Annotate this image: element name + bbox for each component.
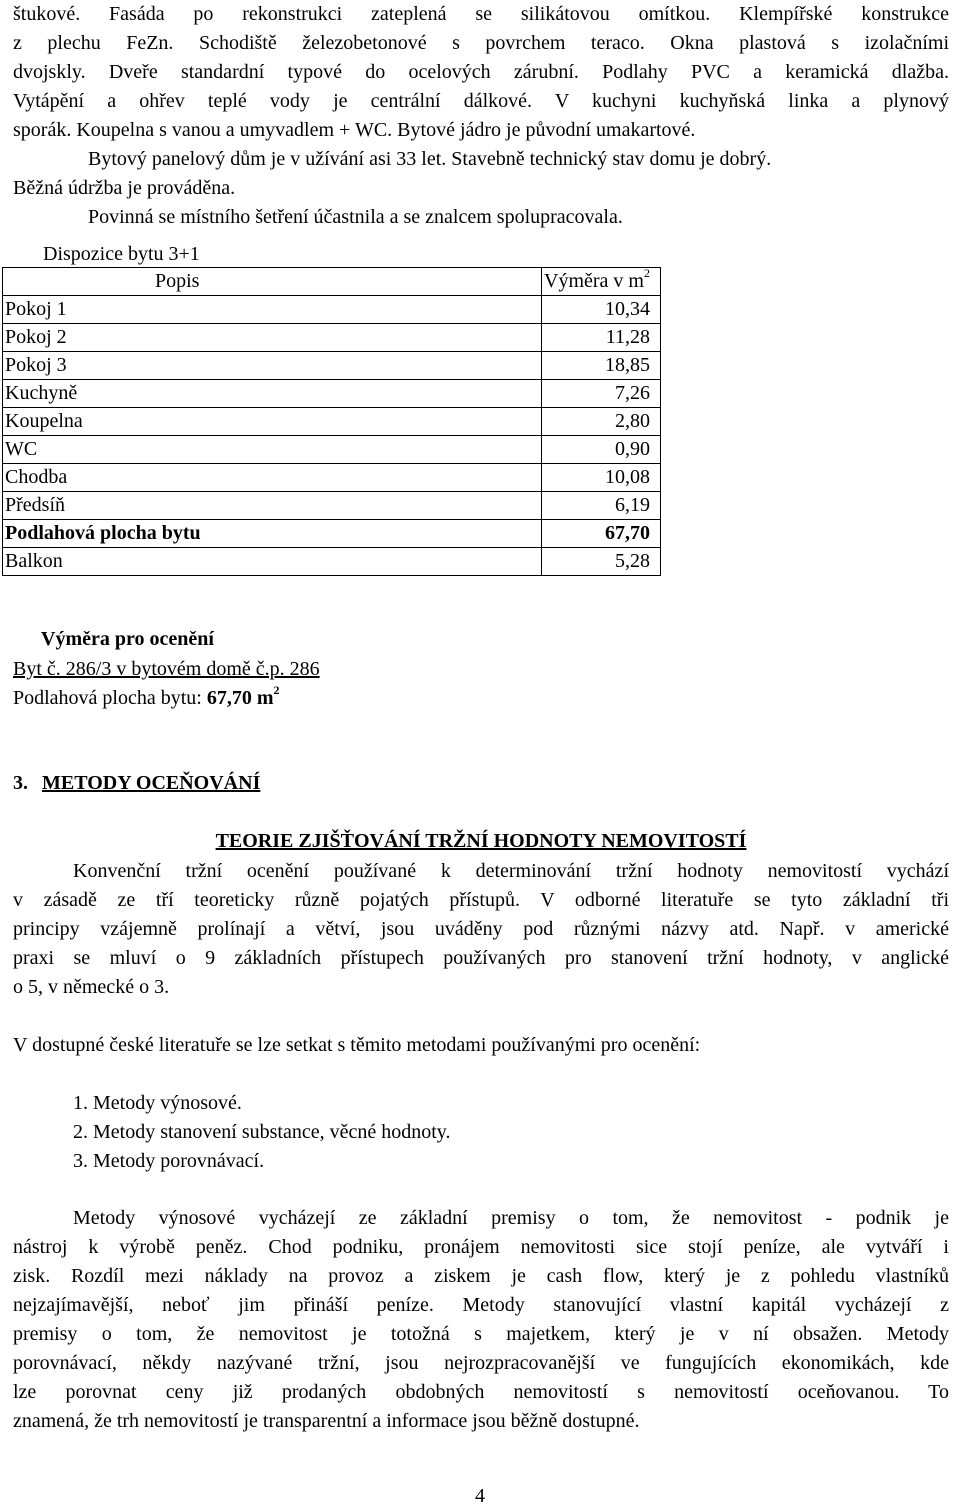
paragraph-line: nejzajímavější, neboť jim přináší peníze. Metody stanovující vlastní kapitál vycházejí z: [13, 1294, 949, 1316]
list-item: 1. Metody výnosové.: [73, 1092, 242, 1114]
row-value: 67,70: [542, 520, 661, 548]
section-number: 3.: [13, 772, 28, 794]
row-label: Předsíň: [3, 492, 542, 520]
intro-line: Vytápění a ohřev teplé vody je centrální dálkové. V kuchyni kuchyňská linka a plynový: [13, 90, 949, 112]
row-label: Balkon: [3, 548, 542, 576]
table-row-total: [3, 520, 661, 548]
header-vymera: Výměra v $m^2$: [542, 268, 661, 296]
disposition-title: Dispozice bytu 3+1: [43, 243, 200, 265]
intro-line-maintenance: Běžná údržba je prováděna.: [13, 177, 236, 199]
row-value: 0,90: [542, 436, 661, 464]
table-row: [3, 492, 661, 520]
intro-line-condition: Bytový panelový dům je v užívání asi 33 let. Stavebně technický stav domu je dobrý.: [88, 148, 772, 170]
paragraph-line: znamená, že trh nemovitostí je transparentní a informace jsou běžně dostupné.: [13, 1410, 640, 1432]
paragraph-1: [13, 857, 949, 1002]
paragraph-3: [13, 1204, 949, 1436]
paragraph-line: porovnávací, někdy nazývané tržní, jsou nejrozpracovanější ve fungujících ekonomikách, kde: [13, 1352, 949, 1374]
row-value: 2,80: [542, 408, 661, 436]
intro-paragraph: [13, 0, 949, 232]
paragraph-line: nástroj k výrobě peněz. Chod podniku, pronájem nemovitosti sice stojí peníze, ale vytváří i: [13, 1236, 949, 1258]
row-value: 10,34: [542, 296, 661, 324]
section-subtitle: TEORIE ZJIŠŤOVÁNÍ TRŽNÍ HODNOTY NEMOVITOSTÍ: [215, 830, 747, 852]
row-label: Podlahová plocha bytu: [3, 520, 542, 548]
row-label: Pokoj 1: [3, 296, 542, 324]
paragraph-line: Metody výnosové vycházejí ze základní premisy o tom, že nemovitost - podnik je: [73, 1207, 949, 1229]
valuation-area: [13, 684, 280, 713]
paragraph-2: [13, 1031, 949, 1060]
row-value: 7,26: [542, 380, 661, 408]
valuation-area-value: 67,70 $m^2$: [206, 683, 280, 709]
valuation-unit: Byt č. 286/3 v bytovém domě č.p. 286: [13, 658, 320, 680]
valuation-heading: Výměra pro ocenění: [41, 628, 214, 650]
paragraph-line: praxi se mluví o 9 základních přístupech používaných pro stanovení tržní hodnoty, v anglické: [13, 947, 949, 969]
table-row: [3, 548, 661, 576]
paragraph-line: lze porovnat ceny již prodaných obdobných nemovitostí s nemovitostí oceňovanou. To: [13, 1381, 949, 1403]
list-item: 3. Metody porovnávací.: [73, 1150, 265, 1172]
intro-line: štukové. Fasáda po rekonstrukci zateplená se silikátovou omítkou. Klempířské konstrukce: [13, 3, 949, 25]
section-title: METODY OCEŇOVÁNÍ: [42, 772, 261, 794]
row-value: 6,19: [542, 492, 661, 520]
table-row: [3, 436, 661, 464]
intro-line: z plechu FeZn. Schodiště železobetonové s povrchem teraco. Okna plastová s izolačními: [13, 32, 949, 54]
row-value: 18,85: [542, 352, 661, 380]
table-row: [3, 408, 661, 436]
paragraph-line: V dostupné české literatuře se lze setkat s těmito metodami používanými pro ocenění:: [13, 1034, 701, 1056]
row-value: 5,28: [542, 548, 661, 576]
table-row: [3, 324, 661, 352]
disposition-table: [2, 267, 661, 576]
row-label: Pokoj 3: [3, 352, 542, 380]
header-popis: Popis: [3, 268, 542, 296]
header-sup: 2: [644, 266, 650, 280]
row-label: Koupelna: [3, 408, 542, 436]
row-label: Kuchyně: [3, 380, 542, 408]
section-heading: [13, 769, 260, 798]
row-value: 11,28: [542, 324, 661, 352]
intro-line: sporák. Koupelna s vanou a umyvadlem + WC. Bytové jádro je původní umakartové.: [13, 119, 696, 141]
row-label: Pokoj 2: [3, 324, 542, 352]
paragraph-line: o 5, v německé o 3.: [13, 976, 170, 998]
intro-line-inspection: Povinná se místního šetření účastnila a se znalcem spolupracovala.: [88, 206, 623, 228]
list-item: 2. Metody stanovení substance, věcné hodnoty.: [73, 1121, 451, 1143]
table-header-row: [3, 268, 661, 296]
paragraph-line: principy vzájemně prolínají a větví, jsou uváděny pod různými názvy atd. Např. v americké: [13, 918, 949, 940]
intro-line: dvojskly. Dveře standardní typové do ocelových zárubní. Podlahy PVC a keramická dlažba.: [13, 61, 949, 83]
table-row: [3, 464, 661, 492]
row-value: 10,08: [542, 464, 661, 492]
table-row: [3, 380, 661, 408]
valuation-area-label: Podlahová plocha bytu:: [13, 687, 202, 709]
row-label: WC: [3, 436, 542, 464]
paragraph-line: Konvenční tržní ocenění používané k determinování tržní hodnoty nemovitostí vychází: [73, 860, 949, 882]
paragraph-line: v zásadě ze tří teoreticky různě pojatých přístupů. V odborné literatuře se tyto základní tři: [13, 889, 949, 911]
table-row: [3, 296, 661, 324]
paragraph-line: zisk. Rozdíl mezi náklady na provoz a ziskem je cash flow, který je z pohledu vlastníků: [13, 1265, 949, 1287]
methods-list: [73, 1089, 451, 1176]
paragraph-line: premisy o tom, že nemovitost je totožná s majetkem, který je v ní obsažen. Metody: [13, 1323, 949, 1345]
page-number: 4: [475, 1485, 485, 1507]
row-label: Chodba: [3, 464, 542, 492]
table-row: [3, 352, 661, 380]
